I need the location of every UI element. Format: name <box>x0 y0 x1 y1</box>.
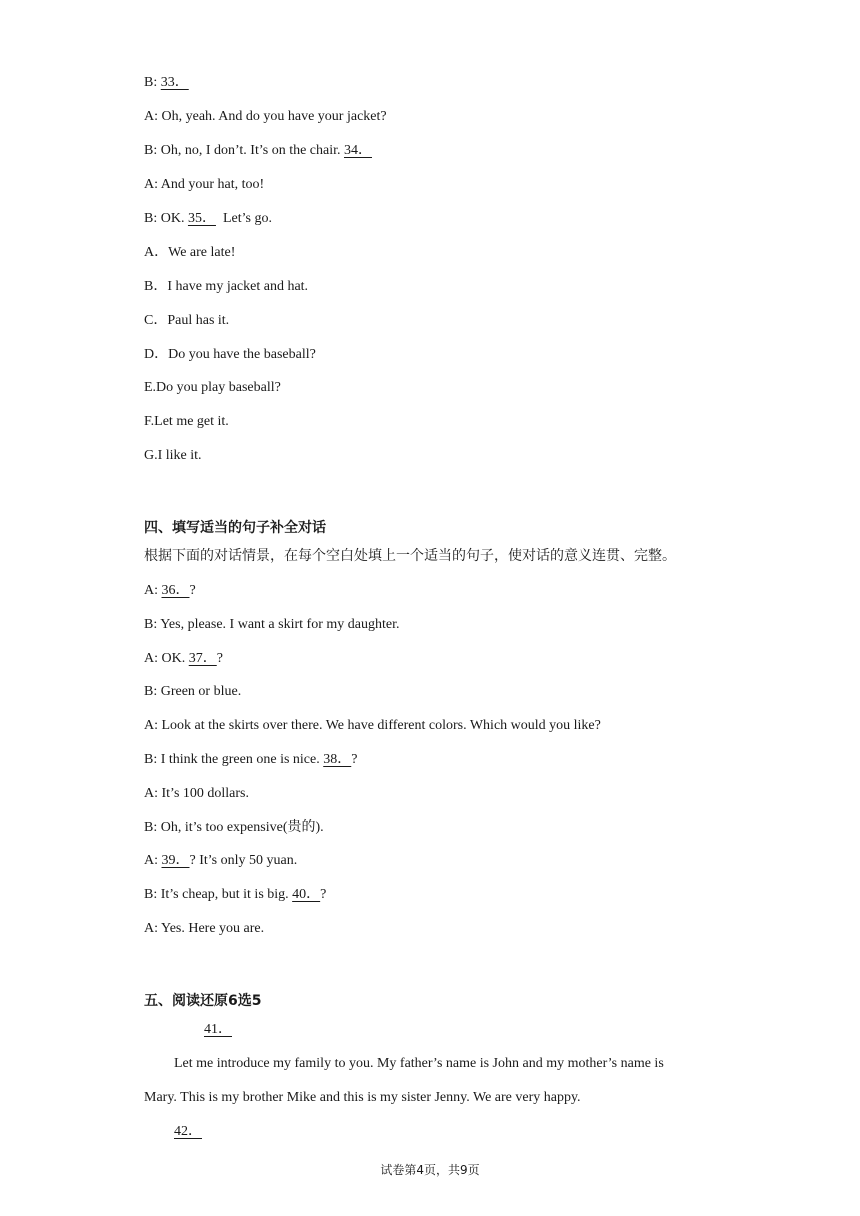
dialogue-line: A: Look at the skirts over there. We have different colors. Which would you like? <box>144 718 601 733</box>
dialogue-line-36: A: 36．? <box>144 583 196 598</box>
section-title-4: 四、填写适当的句子补全对话 <box>144 520 326 536</box>
answer-blank-39[interactable]: 39． <box>161 853 190 868</box>
reading-paragraph-line-2: Mary. This is my brother Mike and this is my sister Jenny. We are very happy. <box>144 1090 581 1105</box>
section-title-5: 五、阅读还原6选5 <box>144 993 262 1009</box>
dialogue-line-35: B: OK. 35． Let’s go. <box>144 211 272 226</box>
answer-blank-41[interactable]: 41． <box>204 1022 232 1037</box>
dialogue-line-37: A: OK. 37．? <box>144 651 223 666</box>
option-c: C．Paul has it. <box>144 313 230 328</box>
option-d: D．Do you have the baseball? <box>144 347 316 362</box>
option-g: G.I like it. <box>144 448 202 463</box>
option-f: F.Let me get it. <box>144 414 229 429</box>
dialogue-line: A: Oh, yeah. And do you have your jacket? <box>144 109 387 124</box>
dialogue-line: A: And your hat, too! <box>144 177 265 192</box>
answer-blank-36[interactable]: 36． <box>161 583 190 598</box>
dialogue-line: B: Green or blue. <box>144 684 242 699</box>
answer-blank-34[interactable]: 34． <box>344 143 372 158</box>
page-footer: 试卷第4页，共9页 <box>380 1163 480 1177</box>
answer-blank-40[interactable]: 40． <box>292 887 321 902</box>
dialogue-line: A: It’s 100 dollars. <box>144 786 249 801</box>
section-instruction: 根据下面的对话情景，在每个空白处填上一个适当的句子，使对话的意义连贯、完整。 <box>144 548 676 564</box>
dialogue-line-39: A: 39．? It’s only 50 yuan. <box>144 853 298 868</box>
answer-blank-33[interactable]: 33． <box>160 75 189 90</box>
reading-paragraph-line-1: Let me introduce my family to you. My father’s name is John and my mother’s name is <box>174 1056 664 1071</box>
dialogue-line-33: B: 33． <box>144 75 189 90</box>
answer-blank-42[interactable]: 42． <box>174 1124 202 1139</box>
option-a: A．We are late! <box>144 245 236 260</box>
dialogue-line-34: B: Oh, no, I don’t. It’s on the chair. 34． <box>144 143 372 158</box>
dialogue-line-40: B: It’s cheap, but it is big. 40．? <box>144 887 327 902</box>
option-e: E.Do you play baseball? <box>144 380 281 395</box>
option-b: B．I have my jacket and hat. <box>144 279 309 294</box>
dialogue-line-38: B: I think the green one is nice. 38．? <box>144 752 358 767</box>
answer-blank-35[interactable]: 35． <box>187 211 216 226</box>
answer-blank-37[interactable]: 37． <box>188 651 217 666</box>
dialogue-line: B: Oh, it’s too expensive(贵的). <box>144 820 324 835</box>
answer-blank-38[interactable]: 38． <box>323 752 352 767</box>
dialogue-line: B: Yes, please. I want a skirt for my daughter. <box>144 617 400 632</box>
dialogue-line: A: Yes. Here you are. <box>144 921 265 936</box>
